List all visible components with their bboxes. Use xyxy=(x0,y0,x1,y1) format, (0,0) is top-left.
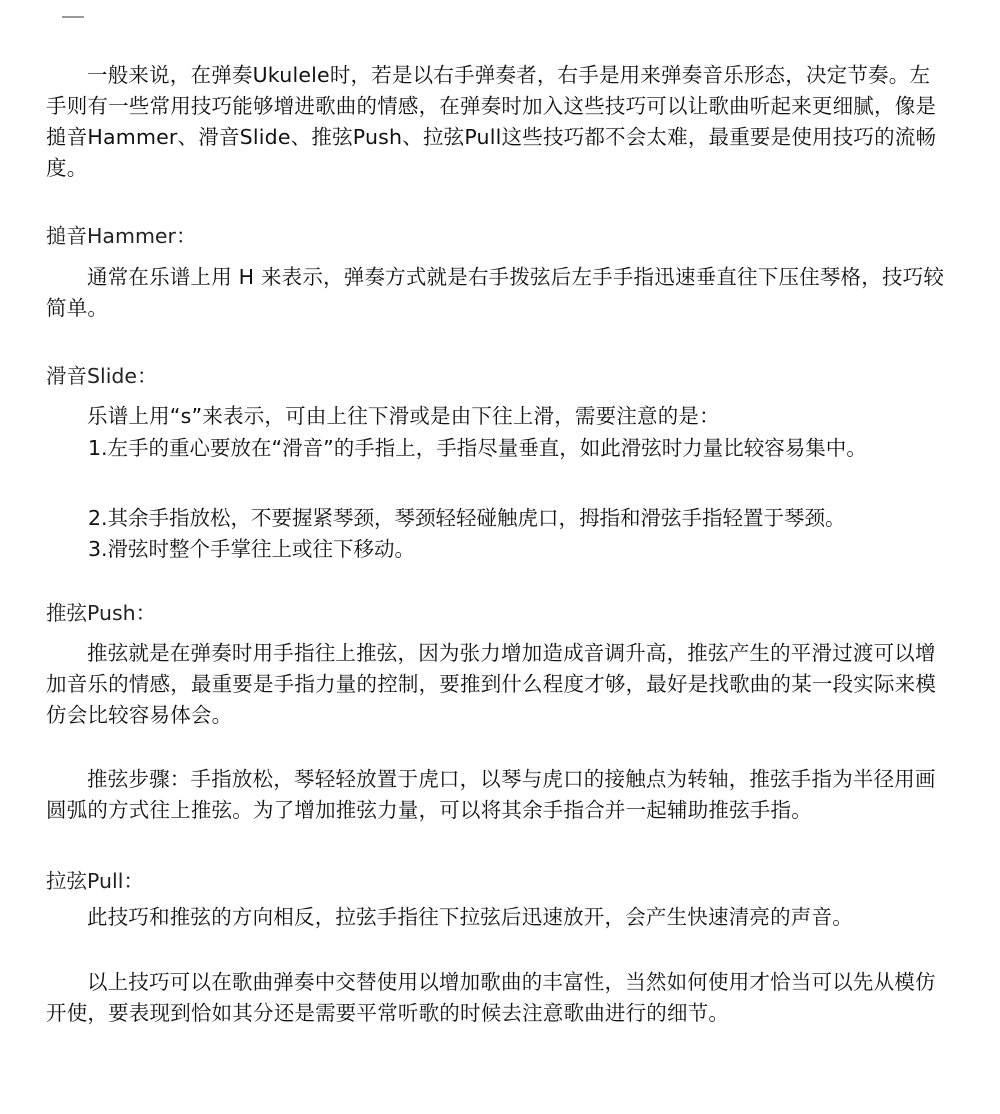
slide-heading: 滑音Slide： xyxy=(46,364,158,388)
intro-paragraph: 一般来说，在弹奏Ukulele时，若是以右手弹奏者，右手是用来弹奏音乐形态，决定节奏。左手则有一些常用技巧能够增进歌曲的情感，在弹奏时加入这些技巧可以让歌曲听起来更细腻，像是搥音Hammer、滑音Slide、推弦Push、拉弦Pull这些技巧都不会太难，最重要是使用技巧的流畅度。 xyxy=(46,63,937,180)
slide-item-3 xyxy=(46,534,946,565)
slide-lead: 乐谱上用“s”来表示，可由上往下滑或是由下往上滑，需要注意的是： xyxy=(87,404,720,428)
pull-heading: 拉弦Pull： xyxy=(46,869,144,893)
scan-artifact xyxy=(62,16,84,18)
slide-item-2 xyxy=(46,503,946,534)
slide-item-text: 3.滑弦时整个手掌往上或往下移动。 xyxy=(88,537,416,561)
push-heading: 推弦Push： xyxy=(46,601,157,625)
pull-paragraph: 此技巧和推弦的方向相反，拉弦手指往下拉弦后迅速放开，会产生快速清亮的声音。 xyxy=(87,905,853,929)
push-paragraph: 推弦就是在弹奏时用手指往上推弦，因为张力增加造成音调升高，推弦产生的平滑过渡可以增加音乐的情感，最重要是手指力量的控制，要推到什么程度才够，最好是找歌曲的某一段实际来模仿会比较容易体会。 xyxy=(46,641,937,727)
hammer-paragraph: 通常在乐谱上用 H 来表示，弹奏方式就是右手拨弦后左手手指迅速垂直往下压住琴格，技巧较简单。 xyxy=(46,265,945,320)
hammer-heading: 搥音Hammer： xyxy=(46,224,197,248)
slide-item-text: 1.左手的重心要放在“滑音”的手指上，手指尽量垂直，如此滑弦时力量比较容易集中。 xyxy=(88,436,867,460)
conclusion-paragraph: 以上技巧可以在歌曲弹奏中交替使用以增加歌曲的丰富性，当然如何使用才恰当可以先从模仿开使，要表现到恰如其分还是需要平常听歌的时候去注意歌曲进行的细节。 xyxy=(46,970,936,1025)
push-steps-paragraph: 推弦步骤：手指放松，琴轻轻放置于虎口，以琴与虎口的接触点为转轴，推弦手指为半径用画圆弧的方式往上推弦。为了增加推弦力量，可以将其余手指合并一起辅助推弦手指。 xyxy=(46,767,936,822)
slide-item-1 xyxy=(46,433,946,464)
slide-item-text: 2.其余手指放松，不要握紧琴颈，琴颈轻轻碰触虎口，拇指和滑弦手指轻置于琴颈。 xyxy=(88,506,846,530)
